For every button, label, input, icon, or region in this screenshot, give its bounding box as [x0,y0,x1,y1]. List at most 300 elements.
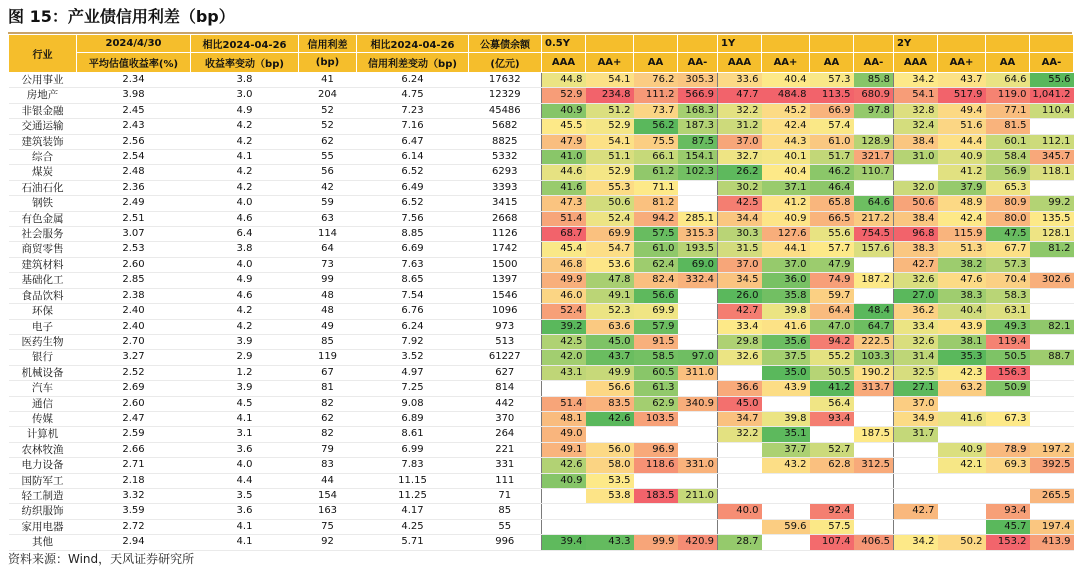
spread-cell: 59 [299,196,357,211]
spread-heat-cell: 50.6 [894,196,938,211]
spread-heat-cell: 34.2 [894,535,938,550]
balance-cell: 814 [469,381,542,396]
spread-heat-cell: 53.6 [586,257,634,272]
spread-heat-cell: 566.9 [678,88,718,103]
spread-cell: 42 [299,180,357,195]
balance-cell: 1397 [469,273,542,288]
yield-change-cell: 3.6 [191,442,299,457]
spread-heat-cell: 34.5 [718,273,762,288]
spread-heat-cell: 57.5 [634,227,678,242]
table-row [9,504,1074,519]
balance-cell: 996 [469,535,542,550]
spread-change-cell: 6.24 [357,319,469,334]
spread-heat-cell: 53.5 [586,473,634,488]
table-row [9,73,1074,88]
spread-heat-cell [586,427,634,442]
yield-change-cell: 3.5 [191,488,299,503]
table-row [9,119,1074,134]
spread-cell: 154 [299,488,357,503]
spread-heat-cell: 135.5 [1030,211,1074,226]
spread-heat-cell [938,488,986,503]
spread-change-cell: 6.99 [357,442,469,457]
source-note: 资料来源：Wind，天风证券研究所 [8,552,195,566]
industry-cell: 房地产 [9,88,77,103]
spread-heat-cell [678,381,718,396]
spread-heat-cell: 63.2 [938,381,986,396]
spread-heat-cell: 44.3 [762,134,810,149]
spread-cell: 119 [299,350,357,365]
spread-heat-cell: 26.2 [718,165,762,180]
spread-heat-cell: 62.8 [810,458,854,473]
spread-heat-cell: 127.6 [762,227,810,242]
balance-cell: 3393 [469,180,542,195]
industry-cell: 汽车 [9,381,77,396]
spread-cell: 73 [299,257,357,272]
spread-heat-cell: 42.5 [542,334,586,349]
spread-heat-cell: 31.4 [894,350,938,365]
spread-change-cell: 6.89 [357,411,469,426]
spread-heat-cell: 193.5 [678,242,718,257]
avg-yield-cell: 2.48 [77,165,191,180]
spread-heat-cell: 51.4 [542,211,586,226]
header-group-05y: 0.5Y [542,35,586,53]
spread-heat-cell [1030,288,1074,303]
spread-cell: 82 [299,396,357,411]
balance-cell: 5682 [469,119,542,134]
spread-heat-cell: 32.5 [894,365,938,380]
spread-heat-cell: 32.6 [894,273,938,288]
spread-heat-cell [542,381,586,396]
spread-heat-cell: 331.0 [678,458,718,473]
spread-heat-cell [762,488,810,503]
spread-heat-cell: 52.9 [586,165,634,180]
spread-heat-cell: 47.5 [986,227,1030,242]
spread-heat-cell: 50.9 [986,381,1030,396]
yield-change-cell: 4.1 [191,535,299,550]
spread-heat-cell: 517.9 [938,88,986,103]
header-rating: AA- [854,53,894,73]
balance-cell: 8825 [469,134,542,149]
spread-heat-cell [894,442,938,457]
spread-heat-cell [1030,427,1074,442]
spread-heat-cell: 71.1 [634,180,678,195]
avg-yield-cell: 2.40 [77,319,191,334]
spread-cell: 52 [299,103,357,118]
spread-heat-cell: 38.4 [894,211,938,226]
spread-heat-cell: 82.1 [1030,319,1074,334]
spread-heat-cell [1030,257,1074,272]
spread-heat-cell: 217.2 [854,211,894,226]
spread-heat-cell [678,180,718,195]
yield-change-cell: 4.2 [191,119,299,134]
avg-yield-cell: 2.59 [77,427,191,442]
spread-heat-cell: 52.7 [810,442,854,457]
avg-yield-cell: 2.49 [77,196,191,211]
spread-heat-cell [1030,411,1074,426]
spread-cell: 204 [299,88,357,103]
spread-cell: 99 [299,273,357,288]
spread-heat-cell: 30.2 [718,180,762,195]
spread-heat-cell: 32.7 [718,150,762,165]
spread-heat-cell: 42.7 [894,504,938,519]
spread-heat-cell: 413.9 [1030,535,1074,550]
table-row [9,211,1074,226]
industry-cell: 建筑材料 [9,257,77,272]
spread-heat-cell: 42.1 [938,458,986,473]
spread-heat-cell: 51.4 [542,396,586,411]
spread-heat-cell: 91.5 [634,334,678,349]
yield-change-cell: 4.0 [191,257,299,272]
yield-change-cell: 4.2 [191,180,299,195]
spread-change-cell: 6.49 [357,180,469,195]
spread-heat-cell: 313.7 [854,381,894,396]
spread-heat-cell [634,427,678,442]
avg-yield-cell: 3.07 [77,227,191,242]
spread-heat-cell: 96.8 [894,227,938,242]
spread-heat-cell [678,519,718,534]
spread-heat-cell: 52.3 [586,304,634,319]
spread-cell: 64 [299,242,357,257]
yield-change-cell: 1.2 [191,365,299,380]
spread-heat-cell [938,519,986,534]
spread-change-cell: 6.76 [357,304,469,319]
header-spread: 信用利差 [299,35,357,53]
spread-change-cell: 6.14 [357,150,469,165]
spread-heat-cell: 76.2 [634,73,678,88]
spread-cell: 62 [299,411,357,426]
spread-heat-cell [810,488,854,503]
spread-heat-cell [854,396,894,411]
spread-heat-cell [634,504,678,519]
industry-cell: 轻工制造 [9,488,77,503]
spread-heat-cell: 41.6 [542,180,586,195]
spread-heat-cell: 41.2 [938,165,986,180]
spread-heat-cell [586,519,634,534]
spread-heat-cell: 35.0 [762,365,810,380]
table-row [9,242,1074,257]
spread-heat-cell: 96.9 [634,442,678,457]
spread-heat-cell: 234.8 [586,88,634,103]
spread-heat-cell: 69.0 [678,257,718,272]
spread-heat-cell: 62.9 [634,396,678,411]
spread-heat-cell: 34.7 [718,411,762,426]
industry-cell: 商贸零售 [9,242,77,257]
header-rating: AA [810,53,854,73]
spread-heat-cell [938,504,986,519]
yield-change-cell: 4.2 [191,134,299,149]
spread-heat-cell: 39.8 [762,304,810,319]
spread-heat-cell: 40.9 [542,473,586,488]
spread-heat-cell: 42.0 [542,350,586,365]
spread-cell: 48 [299,288,357,303]
spread-heat-cell: 45.5 [542,119,586,134]
spread-heat-cell: 32.2 [718,427,762,442]
spread-cell: 83 [299,458,357,473]
spread-heat-cell: 55.6 [810,227,854,242]
spread-heat-cell: 65.3 [986,180,1030,195]
spread-change-cell: 3.52 [357,350,469,365]
industry-cell: 钢铁 [9,196,77,211]
spread-heat-cell: 40.4 [938,304,986,319]
spread-heat-cell: 56.9 [986,165,1030,180]
spread-heat-cell: 56.6 [634,288,678,303]
spread-heat-cell [718,365,762,380]
spread-heat-cell: 31.5 [718,242,762,257]
spread-heat-cell: 27.0 [894,288,938,303]
spread-heat-cell: 128.9 [854,134,894,149]
spread-change-cell: 6.24 [357,73,469,88]
spread-heat-cell: 60.5 [634,365,678,380]
table-row [9,273,1074,288]
spread-heat-cell: 31.0 [894,150,938,165]
spread-heat-cell: 43.9 [938,319,986,334]
spread-heat-cell: 44.8 [542,73,586,88]
spread-heat-cell: 64.4 [810,304,854,319]
balance-cell: 17632 [469,73,542,88]
table-row [9,334,1074,349]
spread-cell: 48 [299,304,357,319]
table-row [9,427,1074,442]
avg-yield-cell: 2.85 [77,273,191,288]
spread-heat-cell: 74.9 [810,273,854,288]
spread-heat-cell [678,473,718,488]
spread-heat-cell: 36.2 [894,304,938,319]
spread-heat-cell: 47.9 [542,134,586,149]
spread-heat-cell: 26.0 [718,288,762,303]
table-row [9,88,1074,103]
spread-heat-cell [986,473,1030,488]
spread-cell: 56 [299,165,357,180]
spread-heat-cell: 222.5 [854,334,894,349]
spread-heat-cell: 32.6 [718,350,762,365]
spread-heat-cell [718,458,762,473]
yield-change-cell: 4.4 [191,473,299,488]
spread-heat-cell: 40.0 [718,504,762,519]
industry-cell: 传媒 [9,411,77,426]
spread-heat-cell [986,427,1030,442]
spread-heat-cell: 154.1 [678,150,718,165]
yield-change-cell: 4.5 [191,396,299,411]
spread-heat-cell [986,488,1030,503]
balance-cell: 370 [469,411,542,426]
spread-heat-cell: 197.2 [1030,442,1074,457]
header-rating: AA+ [938,53,986,73]
avg-yield-cell: 2.72 [77,519,191,534]
spread-heat-cell [542,504,586,519]
spread-heat-cell: 81.5 [986,119,1030,134]
spread-change-cell: 4.25 [357,519,469,534]
spread-heat-cell: 67.3 [986,411,1030,426]
spread-heat-cell: 332.4 [678,273,718,288]
spread-heat-cell: 38.3 [938,288,986,303]
spread-heat-cell [678,319,718,334]
spread-heat-cell: 187.5 [854,427,894,442]
industry-cell: 非银金融 [9,103,77,118]
spread-heat-cell: 37.0 [718,134,762,149]
spread-heat-cell: 57.3 [810,73,854,88]
spread-heat-cell [854,180,894,195]
balance-cell: 5332 [469,150,542,165]
spread-heat-cell: 33.4 [894,319,938,334]
spread-heat-cell: 110.4 [1030,103,1074,118]
spread-heat-cell: 51.3 [938,242,986,257]
header-yield-change: 收益率变动（bp) [191,53,299,73]
spread-heat-cell: 321.7 [854,150,894,165]
spread-change-cell: 4.97 [357,365,469,380]
avg-yield-cell: 2.71 [77,458,191,473]
industry-cell: 煤炭 [9,165,77,180]
spread-heat-cell: 45.0 [718,396,762,411]
spread-heat-cell: 63.1 [986,304,1030,319]
spread-change-cell: 4.75 [357,88,469,103]
spread-heat-cell: 107.4 [810,535,854,550]
balance-cell: 71 [469,488,542,503]
spread-heat-cell [762,535,810,550]
spread-heat-cell [678,196,718,211]
spread-heat-cell: 103.5 [634,411,678,426]
spread-heat-cell: 183.5 [634,488,678,503]
spread-heat-cell: 56.0 [586,442,634,457]
spread-heat-cell [810,427,854,442]
spread-heat-cell: 58.4 [986,150,1030,165]
spread-heat-cell: 36.6 [718,381,762,396]
spread-heat-cell [894,488,938,503]
spread-heat-cell: 39.2 [542,319,586,334]
table-row [9,257,1074,272]
industry-cell: 纺织服饰 [9,504,77,519]
spread-heat-cell: 45.7 [986,519,1030,534]
spread-heat-cell: 34.9 [894,411,938,426]
spread-heat-cell: 97.8 [854,103,894,118]
spread-heat-cell [1030,473,1074,488]
spread-heat-cell [854,288,894,303]
spread-heat-cell: 62.4 [634,257,678,272]
table-row [9,304,1074,319]
spread-heat-cell: 27.1 [894,381,938,396]
spread-heat-cell [1030,119,1074,134]
spread-heat-cell: 64.6 [986,73,1030,88]
spread-heat-cell: 47.7 [718,88,762,103]
spread-heat-cell: 58.3 [986,288,1030,303]
spread-heat-cell: 66.5 [810,211,854,226]
spread-heat-cell: 40.9 [938,442,986,457]
spread-heat-cell [894,165,938,180]
yield-change-cell: 3.1 [191,427,299,442]
industry-cell: 基础化工 [9,273,77,288]
spread-heat-cell: 50.5 [986,350,1030,365]
avg-yield-cell: 2.60 [77,396,191,411]
table-row [9,473,1074,488]
spread-heat-cell [894,519,938,534]
spread-heat-cell: 42.7 [894,257,938,272]
spread-heat-cell: 680.9 [854,88,894,103]
spread-heat-cell: 52.4 [586,211,634,226]
spread-heat-cell: 99.2 [1030,196,1074,211]
spread-heat-cell: 40.9 [762,211,810,226]
spread-cell: 85 [299,334,357,349]
spread-heat-cell: 37.1 [762,180,810,195]
table-row [9,319,1074,334]
spread-heat-cell: 82.4 [634,273,678,288]
spread-heat-cell: 40.4 [762,165,810,180]
header-rating: AA [986,53,1030,73]
spread-heat-cell: 39.4 [542,535,586,550]
spread-heat-cell: 34.2 [894,73,938,88]
balance-cell: 12329 [469,88,542,103]
yield-change-cell: 4.1 [191,150,299,165]
header-rating: AA- [1030,53,1074,73]
spread-cell: 163 [299,504,357,519]
spread-heat-cell: 110.7 [854,165,894,180]
spread-heat-cell: 54.1 [894,88,938,103]
spread-heat-cell: 187.3 [678,119,718,134]
spread-heat-cell [678,288,718,303]
spread-heat-cell [1030,365,1074,380]
spread-heat-cell: 38.3 [894,242,938,257]
spread-heat-cell: 78.9 [986,442,1030,457]
spread-heat-cell: 54.1 [586,134,634,149]
spread-cell: 67 [299,365,357,380]
avg-yield-cell: 3.27 [77,350,191,365]
spread-heat-cell: 340.9 [678,396,718,411]
balance-cell: 45486 [469,103,542,118]
table-row [9,442,1074,457]
spread-heat-cell: 197.4 [1030,519,1074,534]
spread-heat-cell: 50.5 [810,365,854,380]
spread-heat-cell [854,473,894,488]
spread-cell: 75 [299,519,357,534]
spread-heat-cell: 187.2 [854,273,894,288]
spread-heat-cell: 57.7 [810,242,854,257]
spread-heat-cell: 37.0 [894,396,938,411]
spread-heat-cell: 31.2 [718,119,762,134]
spread-heat-cell [854,119,894,134]
spread-heat-cell: 33.4 [718,319,762,334]
avg-yield-cell: 2.18 [77,473,191,488]
table-row [9,365,1074,380]
spread-change-cell: 7.54 [357,288,469,303]
spread-change-cell: 5.71 [357,535,469,550]
spread-heat-cell: 42.4 [938,211,986,226]
industry-cell: 建筑装饰 [9,134,77,149]
spread-heat-cell: 53.8 [586,488,634,503]
balance-cell: 442 [469,396,542,411]
spread-heat-cell: 484.8 [762,88,810,103]
yield-change-cell: 4.0 [191,196,299,211]
yield-change-cell: 4.1 [191,519,299,534]
spread-heat-cell: 28.7 [718,535,762,550]
table-row [9,165,1074,180]
avg-yield-cell: 2.43 [77,119,191,134]
spread-heat-cell: 49.1 [542,442,586,457]
spread-heat-cell: 99.9 [634,535,678,550]
avg-yield-cell: 2.66 [77,442,191,457]
spread-heat-cell [854,257,894,272]
spread-heat-cell: 51.7 [810,150,854,165]
spread-heat-cell: 40.4 [762,73,810,88]
spread-heat-cell [634,519,678,534]
spread-heat-cell: 37.0 [762,257,810,272]
yield-change-cell: 4.9 [191,103,299,118]
spread-cell: 49 [299,319,357,334]
spread-heat-cell: 57.9 [634,319,678,334]
spread-heat-cell: 265.5 [1030,488,1074,503]
spread-heat-cell: 47.8 [586,273,634,288]
balance-cell: 1126 [469,227,542,242]
industry-cell: 国防军工 [9,473,77,488]
industry-cell: 环保 [9,304,77,319]
table-row [9,488,1074,503]
